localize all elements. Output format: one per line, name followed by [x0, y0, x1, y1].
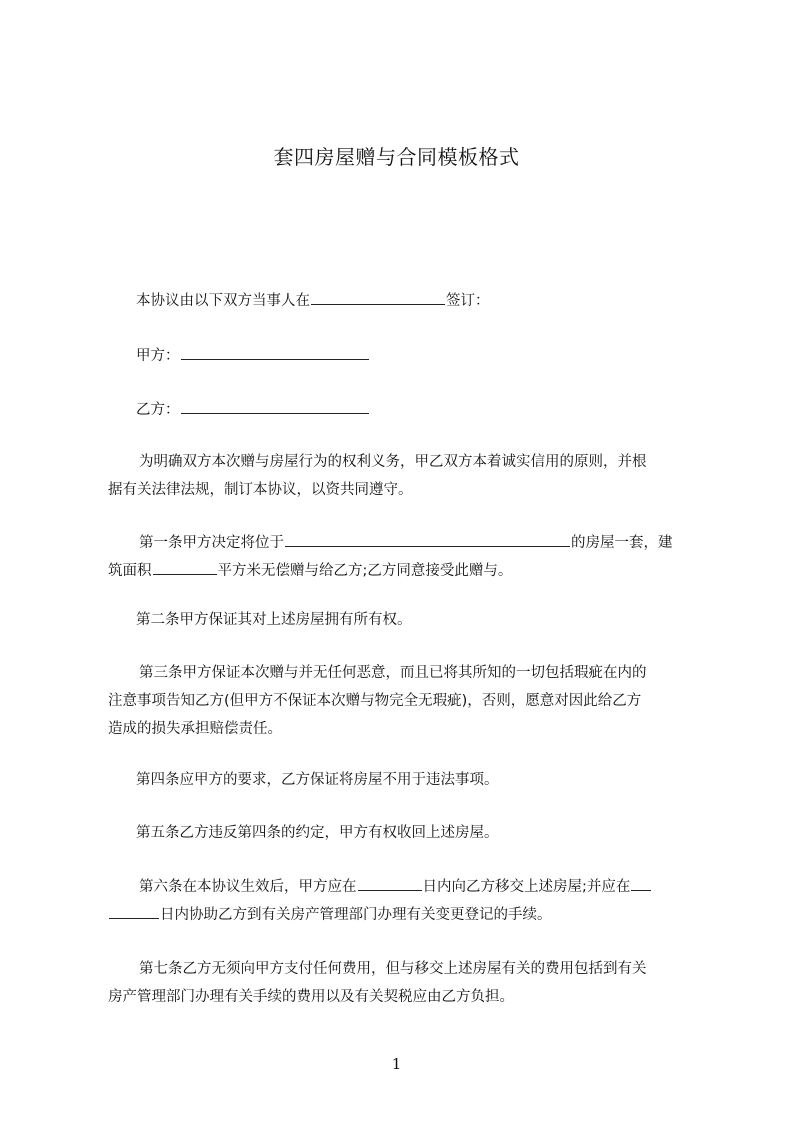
article-3-line-3: 造成的损失承担赔偿责任。 [108, 721, 282, 737]
article-5-paragraph [136, 819, 732, 847]
intro-prefix: 本协议由以下双方当事人在 [136, 293, 310, 309]
article-4-text: 第四条应甲方的要求，乙方保证将房屋不用于违法事项。 [136, 772, 499, 788]
article-5-text: 第五条乙方违反第四条的约定，甲方有权收回上述房屋。 [136, 825, 499, 841]
preamble-paragraph [108, 448, 704, 504]
party-b-blank [181, 398, 369, 414]
page-number: 1 [391, 1055, 402, 1073]
article-2-text: 第二条甲方保证其对上述房屋拥有所有权。 [136, 612, 412, 628]
party-b-line [136, 396, 732, 424]
party-a-line [136, 342, 732, 370]
signing-place-blank [311, 289, 445, 305]
preamble-line-1: 为明确双方本次赠与房屋行为的权利义务，甲乙双方本着诚实信用的原则，并根 [139, 454, 647, 470]
article-3-paragraph [108, 659, 704, 743]
article-7-line-1: 第七条乙方无须向甲方支付任何费用，但与移交上述房屋有关的费用包括到有关 [139, 961, 647, 977]
intro-paragraph [136, 287, 732, 315]
article-7-line-2: 房产管理部门办理有关手续的费用以及有关契税应由乙方负担。 [108, 989, 514, 1005]
article-1-part-4: 平方米无偿赠与给乙方;乙方同意接受此赠与。 [217, 563, 513, 579]
article-2-paragraph [136, 606, 732, 634]
article-4-paragraph [136, 766, 732, 794]
handover-days-blank [358, 875, 422, 891]
article-7-paragraph [108, 955, 704, 1011]
article-3-line-2: 注意事项告知乙方(但甲方不保证本次赠与物完全无瑕疵)，否则，愿意对因此给乙方 [108, 693, 642, 709]
article-1-part-3: 筑面积 [108, 563, 152, 579]
article-6-part-2: 日内向乙方移交上述房屋;并应在 [422, 879, 631, 895]
article-6-paragraph [108, 873, 704, 929]
document-title: 套四房屋赠与合同模板格式 [273, 145, 520, 169]
article-3-line-1: 第三条甲方保证本次赠与并无任何恶意，而且已将其所知的一切包括瑕疵在内的 [139, 665, 647, 681]
article-6-part-1: 第六条在本协议生效后，甲方应在 [139, 879, 357, 895]
article-1-paragraph [108, 529, 704, 585]
registration-days-blank-end [109, 903, 159, 919]
article-6-part-3: 日内协助乙方到有关房产管理部门办理有关变更登记的手续。 [160, 907, 552, 923]
party-a-label: 甲方： [136, 348, 180, 364]
preamble-line-2: 据有关法律法规，制订本协议，以资共同遵守。 [108, 482, 413, 498]
article-1-part-1: 第一条甲方决定将位于 [139, 535, 284, 551]
registration-days-blank-start [631, 875, 651, 891]
party-a-blank [181, 344, 369, 360]
article-1-part-2: 的房屋一套，建 [571, 535, 673, 551]
property-location-blank [285, 531, 570, 547]
party-b-label: 乙方： [136, 402, 180, 418]
floor-area-blank [153, 559, 217, 575]
intro-suffix: 签订： [446, 293, 490, 309]
